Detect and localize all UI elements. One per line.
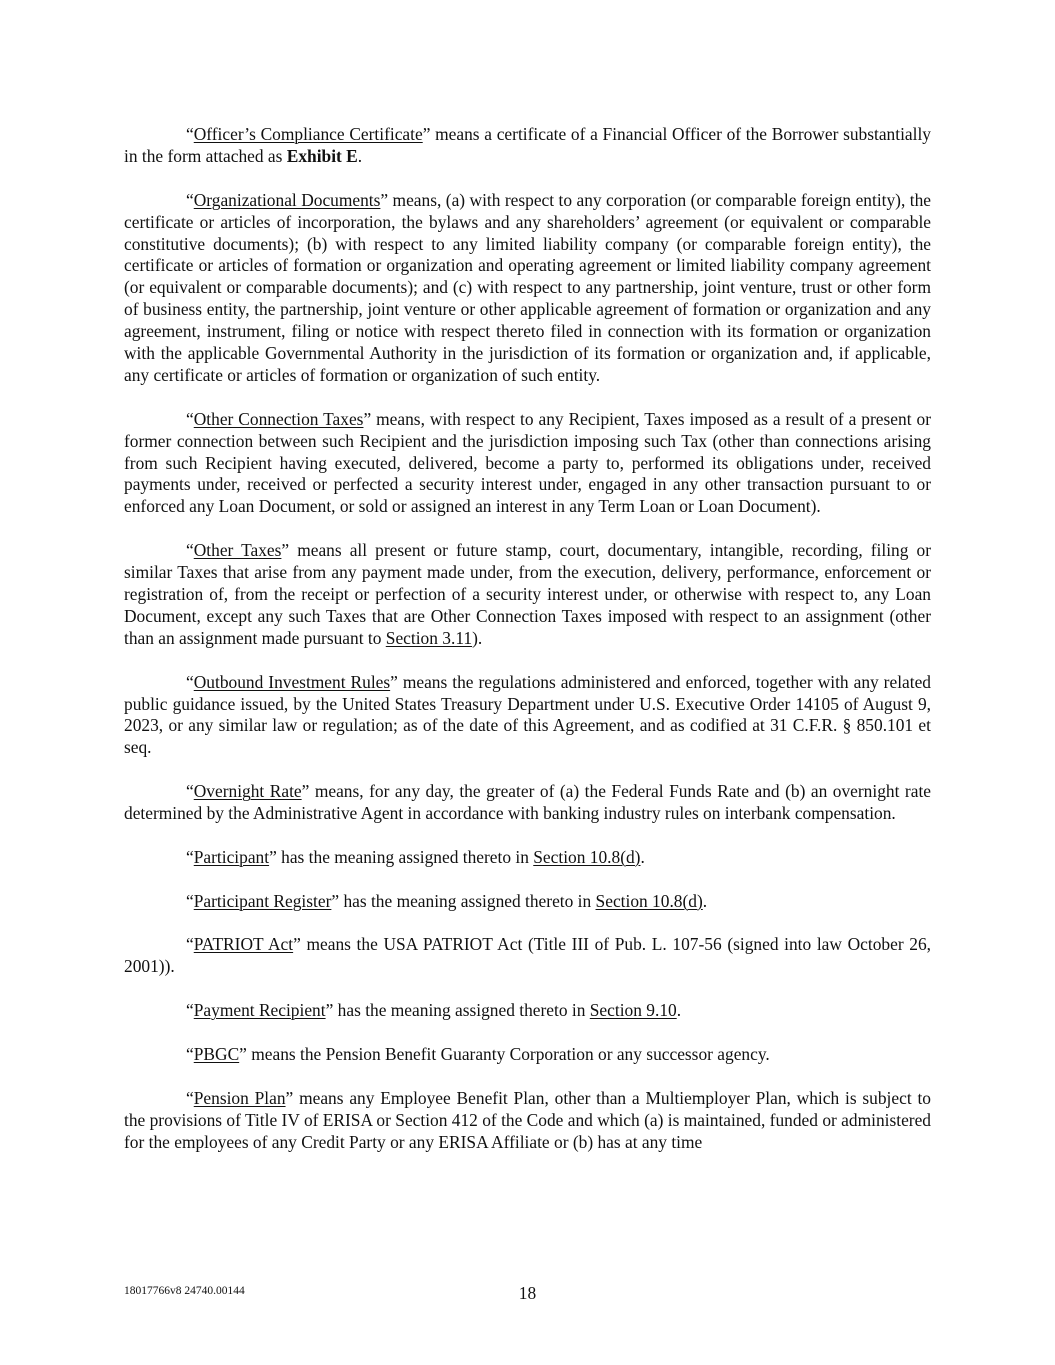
text-run: “ [186, 124, 194, 144]
text-run: ” has the meaning assigned thereto in [331, 890, 596, 911]
text-run: “ [186, 846, 194, 867]
defined-term: PATRIOT Act [193, 934, 294, 955]
page-number: 18 [518, 1283, 537, 1303]
text-run: ” means the Pension Benefit Guaranty Corporation or any successor agency. [239, 1043, 770, 1064]
text-run: ” means the regulations administered and enforced, together with any related public guidance issued, by the United States Treasury Department under U.S. Executive Order 14105 of August 9, 2023, or any similar law or regulation; as of the date of this Agreement, and as codified at 31 C.F.R. § 850.101 et seq. [124, 671, 931, 758]
text-run: ” has the meaning assigned thereto in [325, 1000, 590, 1021]
definition-participant [124, 847, 931, 869]
text-run: “ [186, 1087, 194, 1108]
defined-term: Pension Plan [193, 1087, 286, 1108]
text-run: ” has the meaning assigned thereto in [269, 846, 534, 867]
text-run: “ [186, 1000, 194, 1021]
text-run: . [640, 846, 645, 867]
text-run: ” means, with respect to any Recipient, Taxes imposed as a result of a present or former connection between such Recipient and the jurisdiction imposing such Tax (other than connections arising from such Recipient having executed, delivered, become a party to, performed its obligations under, received payments under, received or perfected a security interest under, engaged in any other transaction pursuant to or enforced any Loan Document, or sold or assigned an interest in any Term Loan or Loan Document). [124, 408, 931, 517]
definition-other-taxes [124, 540, 931, 650]
section-reference: Section 10.8(d) [533, 846, 641, 867]
defined-term: PBGC [193, 1043, 240, 1064]
text-run: . [357, 145, 363, 166]
text-run: “ [186, 781, 194, 802]
text-run: “ [186, 408, 194, 429]
definition-pension-plan [124, 1088, 931, 1154]
section-reference: Section 9.10 [589, 1000, 677, 1021]
text-run: ” means all present or future stamp, court, documentary, intangible, recording, filing or similar Taxes that arise from any payment made under, from the execution, delivery, performance, enforcement or registration of, from the receipt or perfection of a security interest under, or otherwise with respect to, any Loan Document, except any such Taxes that are Other Connection Taxes imposed with respect to an assignment (other than an assignment made pursuant to [124, 540, 931, 648]
definition-organizational-documents [124, 190, 931, 387]
defined-term: Outbound Investment Rules [193, 671, 391, 692]
footer-document-id: 18017766v8 24740.00144 [124, 1285, 245, 1297]
definition-overnight-rate [124, 781, 931, 825]
text-run: ” means the USA PATRIOT Act (Title III of Pub. L. 107-56 (signed into law October 26, 2001)). [124, 934, 931, 977]
text-run: “ [186, 890, 194, 911]
defined-term: Overnight Rate [193, 781, 302, 802]
definition-outbound-investment-rules [124, 672, 931, 760]
text-run: ” means, for any day, the greater of (a) the Federal Funds Rate and (b) an overnight rate determined by the Administrative Agent in accordance with banking industry rules on interbank compensation. [124, 781, 931, 824]
definition-officers-compliance-certificate [124, 124, 931, 168]
defined-term: Payment Recipient [193, 1000, 326, 1021]
text-run: “ [186, 671, 194, 692]
defined-term: Participant Register [193, 890, 332, 911]
text-run: “ [186, 540, 194, 561]
definition-pbgc [124, 1044, 931, 1066]
defined-term: Other Connection Taxes [193, 408, 364, 429]
defined-term: Other Taxes [193, 540, 282, 561]
definition-patriot-act [124, 934, 931, 978]
text-run: ” means, (a) with respect to any corporation (or comparable foreign entity), the certificate or articles of incorporation, the bylaws and any shareholders’ agreement (or equivalent or comparable constitutive documents); (b) with respect to any limited liability company (or comparable foreign entity), the certificate or articles of formation or organization and operating agreement or limited liability company agreement (or equivalent or comparable documents); and (c) with respect to any partnership, joint venture, trust or other form of business entity, the partnership, joint venture or other applicable agreement of formation or organization and any agreement, instrument, filing or notice with respect thereto filed in connection with its formation or organization with the applicable Governmental Authority in the jurisdiction of its formation or organization and, if applicable, any certificate or articles of formation or organization of such entity. [124, 189, 931, 385]
text-run: “ [186, 934, 194, 955]
definition-payment-recipient [124, 1000, 931, 1022]
text-run: “ [186, 189, 194, 210]
section-reference: Section 3.11 [385, 627, 473, 648]
definition-other-connection-taxes [124, 409, 931, 519]
text-run: ” means a certificate of a Financial Officer of the Borrower substantially in the form attached as [124, 124, 931, 166]
text-run: ” means any Employee Benefit Plan, other than a Multiemployer Plan, which is subject to the provisions of Title IV of ERISA or Section 412 of the Code and which (a) is maintained, funded or administered for the employees of any Credit Party or any ERISA Affiliate or (b) has at any time [124, 1087, 932, 1152]
definition-participant-register [124, 891, 931, 913]
exhibit-reference: Exhibit E [286, 145, 358, 166]
defined-term: Officer’s Compliance Certificate [193, 124, 423, 144]
text-run: . [702, 890, 708, 911]
text-run: “ [186, 1043, 194, 1064]
document-body [124, 124, 931, 1175]
text-run: ). [472, 627, 483, 648]
text-run: . [676, 1000, 682, 1021]
defined-term: Organizational Documents [193, 189, 381, 210]
defined-term: Participant [193, 846, 270, 867]
section-reference: Section 10.8(d) [595, 890, 703, 911]
